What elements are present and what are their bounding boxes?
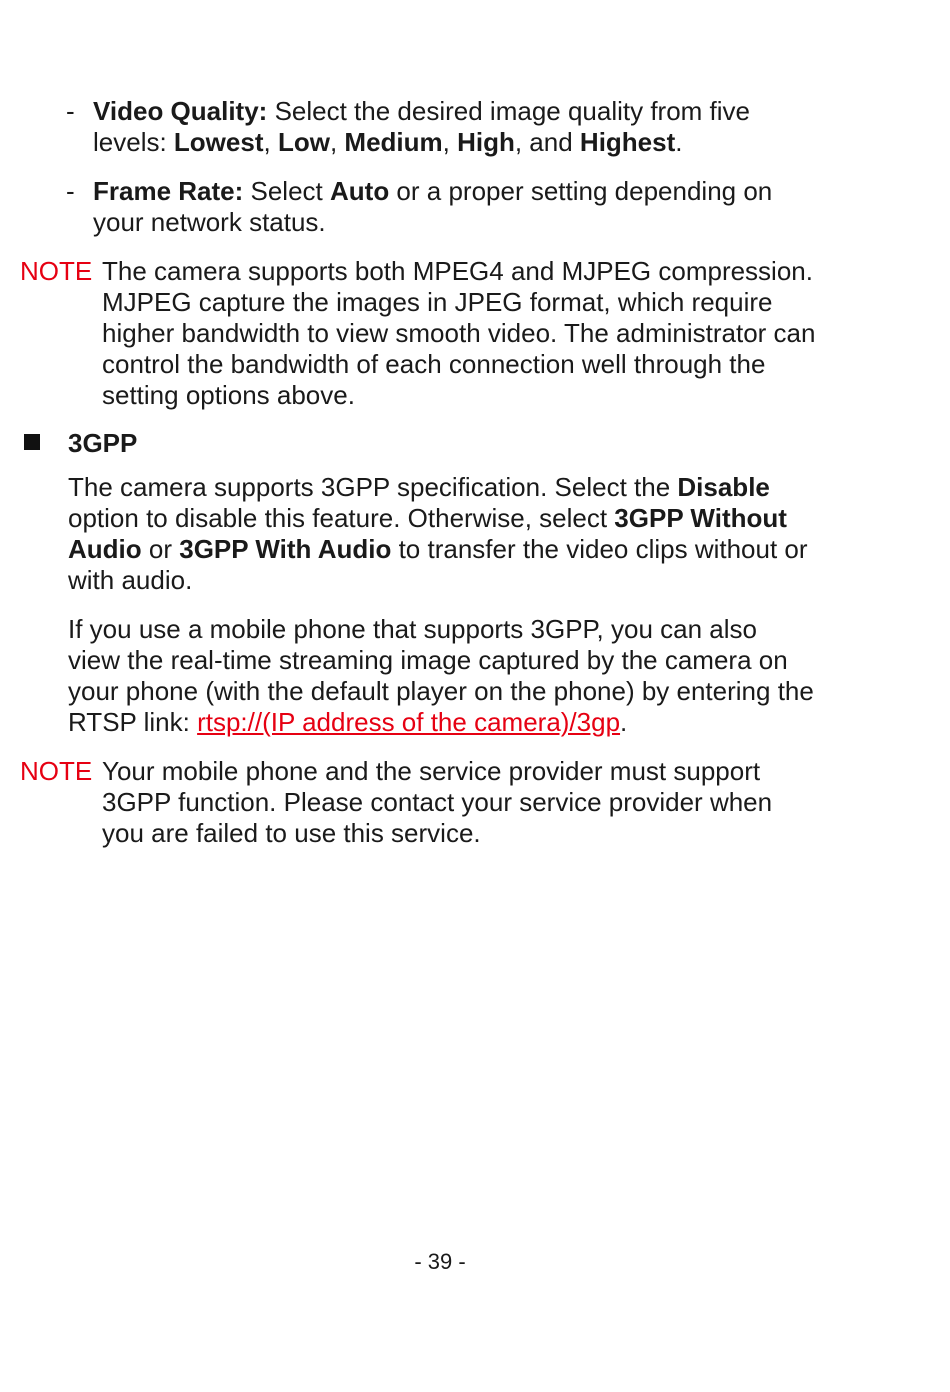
p2-line-1: If you use a mobile phone that supports 3GPP, you can also [68,614,757,644]
note-2-line: Your mobile phone and the service provider must support [102,756,761,786]
square-bullet-icon [24,434,40,450]
level-high: High [457,127,515,157]
sep: , and [514,127,580,157]
frame-rate-label: Frame Rate: [93,176,244,206]
level-highest: Highest [579,127,676,157]
note-1-line: The camera supports both MPEG4 and MJPEG compression. [102,256,813,286]
list-dash: - [66,96,75,126]
3gpp-paragraph-1 [68,472,868,596]
note-2-line: you are failed to use this service. [102,818,481,848]
text: or [141,534,180,564]
sep: , [263,127,278,157]
3gpp-without-audio-option-cont: Audio [68,534,142,564]
note-label: NOTE [20,756,93,786]
frame-rate-item [93,176,873,238]
frame-rate-line-2: your network status. [93,207,326,237]
list-dash: - [66,176,75,206]
p2-line-4 [68,707,898,738]
disable-option: Disable [677,472,770,502]
note-2-text [102,756,902,849]
p1-line-1 [68,472,868,503]
level-lowest: Lowest [173,127,264,157]
video-quality-text: Select the desired image quality from five [267,96,751,126]
rtsp-link[interactable]: rtsp://(IP address of the camera)/3gp [197,707,621,737]
text: option to disable this feature. Otherwise, select [68,503,615,533]
note-1-line: higher bandwidth to view smooth video. The administrator can [102,318,816,348]
frame-rate-line-1 [93,176,873,207]
note-1-line: MJPEG capture the images in JPEG format, which require [102,287,773,317]
frame-rate-text: Select [243,176,330,206]
note-2-line: 3GPP function. Please contact your service provider when [102,787,773,817]
level-medium: Medium [344,127,443,157]
text: The camera supports 3GPP specification. Select the [68,472,678,502]
video-quality-item [93,96,873,158]
video-quality-line-2 [93,127,873,158]
p1-line-2 [68,503,868,534]
note-1-text [102,256,902,411]
3gpp-paragraph-2 [68,614,898,738]
text: to transfer the video clips without or [391,534,808,564]
period: . [675,127,683,157]
note-1-line: setting options above. [102,380,355,410]
level-low: Low [277,127,330,157]
note-1-line: control the bandwidth of each connection well through the [102,349,766,379]
frame-rate-text-2: or a proper setting depending on [389,176,773,206]
auto-option: Auto [330,176,390,206]
sep: , [442,127,458,157]
period: . [620,707,628,737]
section-heading-3gpp: 3GPP [68,428,138,458]
p1-line-3 [68,534,868,565]
p1-line-4: with audio. [68,565,193,595]
video-quality-line-1 [93,96,873,127]
text: RTSP link: [68,707,198,737]
3gpp-without-audio-option: 3GPP Without [614,503,787,533]
3gpp-with-audio-option: 3GPP With Audio [179,534,392,564]
p2-line-3: your phone (with the default player on the phone) by entering the [68,676,814,706]
video-quality-label: Video Quality: [93,96,268,126]
p2-line-2: view the real-time streaming image captured by the camera on [68,645,788,675]
page-number: - 39 - [414,1249,466,1274]
levels-text: levels: [93,127,174,157]
note-label: NOTE [20,256,93,286]
sep: , [329,127,345,157]
